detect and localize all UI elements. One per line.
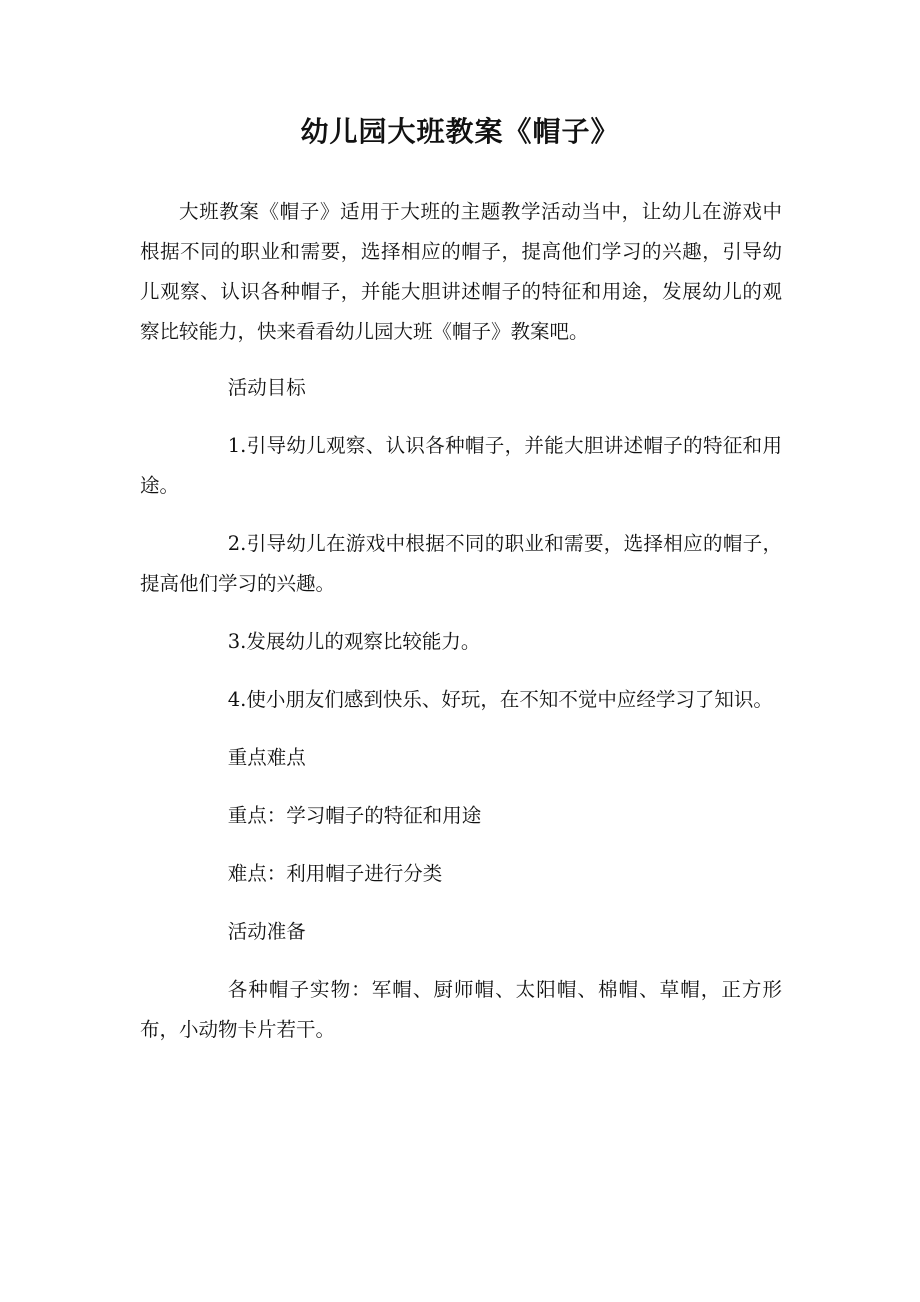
- goal-item-2: 2.引导幼儿在游戏中根据不同的职业和需要，选择相应的帽子，提高他们学习的兴趣。: [140, 532, 782, 595]
- prep-heading: 活动准备: [227, 920, 306, 943]
- goals-heading: 活动目标: [227, 376, 306, 399]
- keypoints-heading: 重点难点: [227, 746, 306, 769]
- intro-paragraph: 大班教案《帽子》适用于大班的主题教学活动当中，让幼儿在游戏中根据不同的职业和需要，选择相应的帽子，提高他们学习的兴趣，引导幼儿观察、认识各种帽子，并能大胆讲述帽子的特征和用途，发展幼儿的观察比较能力，快来看看幼儿园大班《帽子》教案吧。: [140, 200, 782, 343]
- difficulty-text: 难点：利用帽子进行分类: [227, 862, 443, 885]
- keypoint-text: 重点：学习帽子的特征和用途: [227, 804, 482, 827]
- document-title: 幼儿园大班教案《帽子》: [300, 115, 620, 148]
- goal-item-4: 4.使小朋友们感到快乐、好玩，在不知不觉中应经学习了知识。: [227, 688, 773, 711]
- document-body: [140, 192, 782, 1068]
- prep-text: 各种帽子实物：军帽、厨师帽、太阳帽、棉帽、草帽，正方形布，小动物卡片若干。: [140, 978, 782, 1041]
- goal-item-1: 1.引导幼儿观察、认识各种帽子，并能大胆讲述帽子的特征和用途。: [140, 434, 782, 497]
- goal-item-3: 3.发展幼儿的观察比较能力。: [227, 630, 481, 653]
